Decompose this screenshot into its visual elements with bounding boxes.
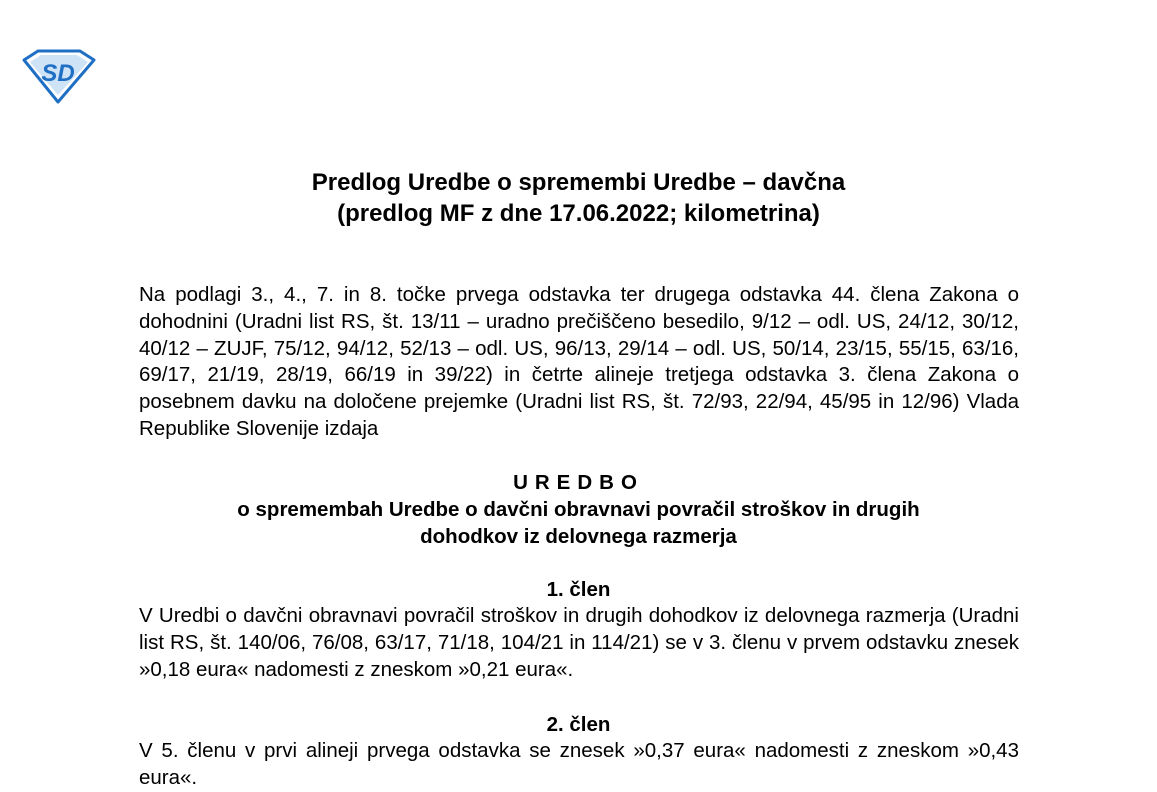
article-1-heading: 1. člen: [546, 578, 611, 601]
decree-heading: UREDBO: [513, 471, 644, 494]
preamble-paragraph: Na podlagi 3., 4., 7. in 8. točke prvega odstavka ter drugega odstavka 44. člena Zakona o dohodnini (Uradni list RS, št. 13/11 – uradno prečiščeno besedilo, 9/12 – odl. US, 24/12, 30/12, 40/12 – ZUJF, 75/12, 94/12, 52/13 – odl. US, 96/13, 29/14 – odl. US, 50/14, 23/15, 55/15, 63/16, 69/17, 21/19, 28/19, 66/19 in 39/22) in četrte alineje tretjega odstavka 3. člena Zakona o posebnem davku na določene prejemke (Uradni list RS, št. 72/93, 22/94, 45/95 in 12/96) Vlada Republike Slovenije izdaja: [139, 283, 1019, 440]
title-line-2: (predlog MF z dne 17.06.2022; kilometrina): [337, 200, 820, 227]
title-line-1: Predlog Uredbe o spremembi Uredbe – davčna: [311, 169, 846, 196]
article-2-heading: 2. člen: [546, 713, 611, 736]
article-1-text: V Uredbi o davčni obravnavi povračil stroškov in drugih dohodkov iz delovnega razmerja (Uradni list RS, št. 140/06, 76/08, 63/17, 71/18, 104/21 in 114/21) se v 3. členu v prvem odstavku znesek »0,18 eura« nadomesti z zneskom »0,21 eura«.: [139, 604, 1019, 681]
sd-shield-logo-icon: [22, 48, 96, 104]
decree-subtitle-line-1: o spremembah Uredbe o davčni obravnavi povračil stroškov in drugih: [237, 498, 920, 521]
document-title: [140, 167, 1017, 229]
decree-subtitle: [140, 496, 1017, 550]
decree-subtitle-line-2: dohodkov iz delovnega razmerja: [420, 525, 737, 548]
article-2-text: V 5. členu v prvi alineji prvega odstavka se znesek »0,37 eura« nadomesti z zneskom »0,43 eura«.: [139, 739, 1019, 789]
logo-text: SD: [41, 60, 75, 87]
